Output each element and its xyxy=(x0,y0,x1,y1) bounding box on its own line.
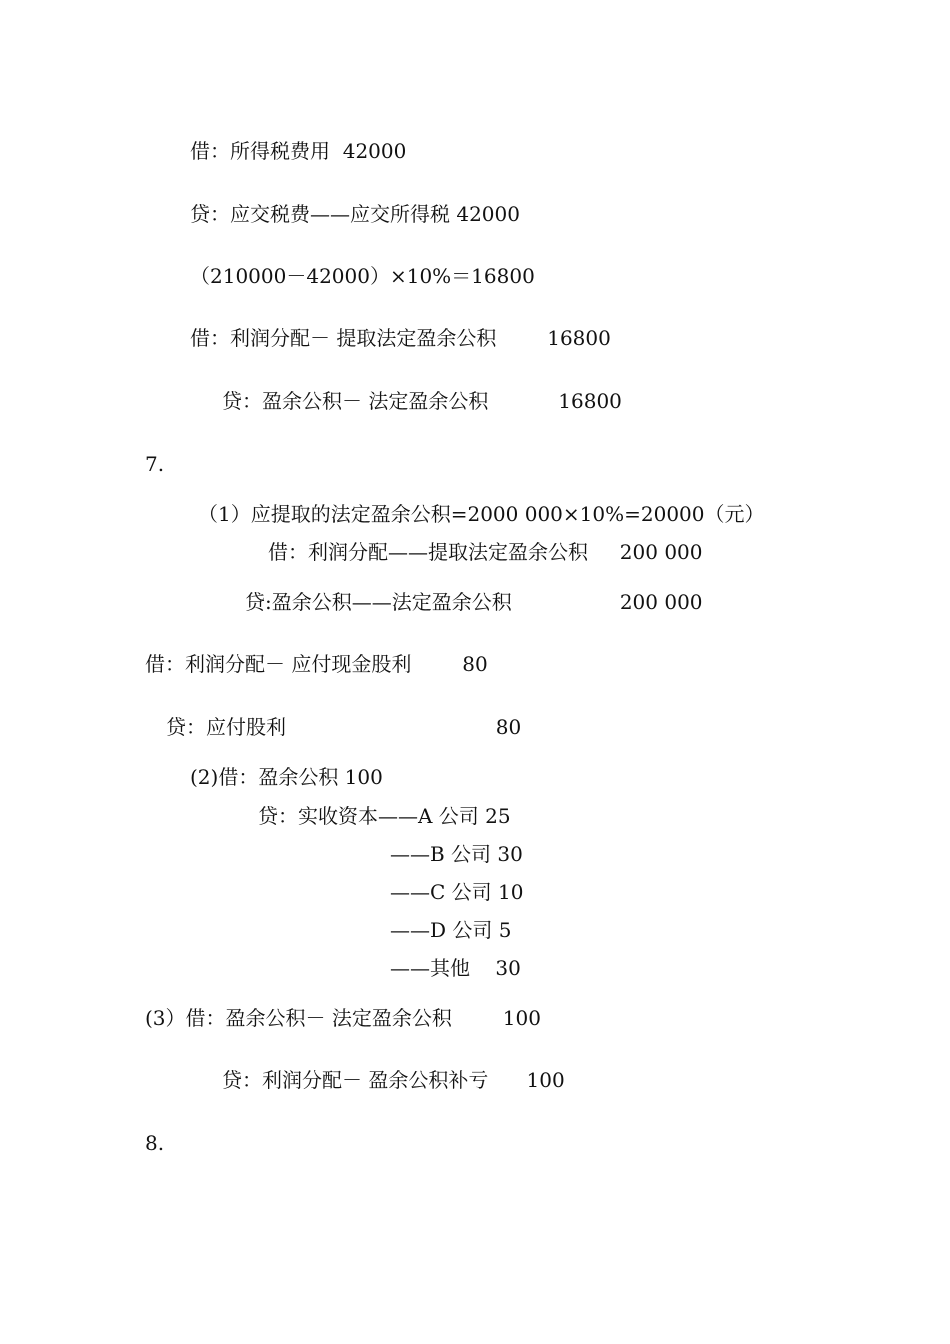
text-line: 借：利润分配－ 应付现金股利 80 xyxy=(145,652,488,676)
section-number: 8. xyxy=(145,1131,165,1155)
text-line: 贷：盈余公积－ 法定盈余公积 16800 xyxy=(222,389,622,413)
text-line: 贷：应付股利 80 xyxy=(166,715,522,739)
text-line: （1）应提取的法定盈余公积=2000 000×10%=20000（元） xyxy=(198,502,765,526)
text-line: (3）借：盈余公积－ 法定盈余公积 100 xyxy=(145,1006,541,1030)
text-line: 贷：实收资本——A 公司 25 xyxy=(258,804,511,828)
text-line: (2)借：盈余公积 100 xyxy=(190,765,383,789)
text-line: ——D 公司 5 xyxy=(390,918,512,942)
text-line: 贷:盈余公积——法定盈余公积 200 000 xyxy=(245,590,703,614)
text-line: 贷：利润分配－ 盈余公积补亏 100 xyxy=(222,1068,565,1092)
text-line: ——C 公司 10 xyxy=(390,880,524,904)
text-line: 借：所得税费用 42000 xyxy=(190,139,407,163)
text-line: 借：利润分配－ 提取法定盈余公积 16800 xyxy=(190,326,611,350)
text-line: 贷：应交税费——应交所得税 42000 xyxy=(190,202,520,226)
text-line: 借：利润分配——提取法定盈余公积 200 000 xyxy=(268,540,703,564)
text-line: ——其他 30 xyxy=(390,956,521,980)
text-line: ——B 公司 30 xyxy=(390,842,523,866)
text-line: （210000－42000）×10%＝16800 xyxy=(190,264,535,288)
section-number: 7. xyxy=(145,452,165,476)
